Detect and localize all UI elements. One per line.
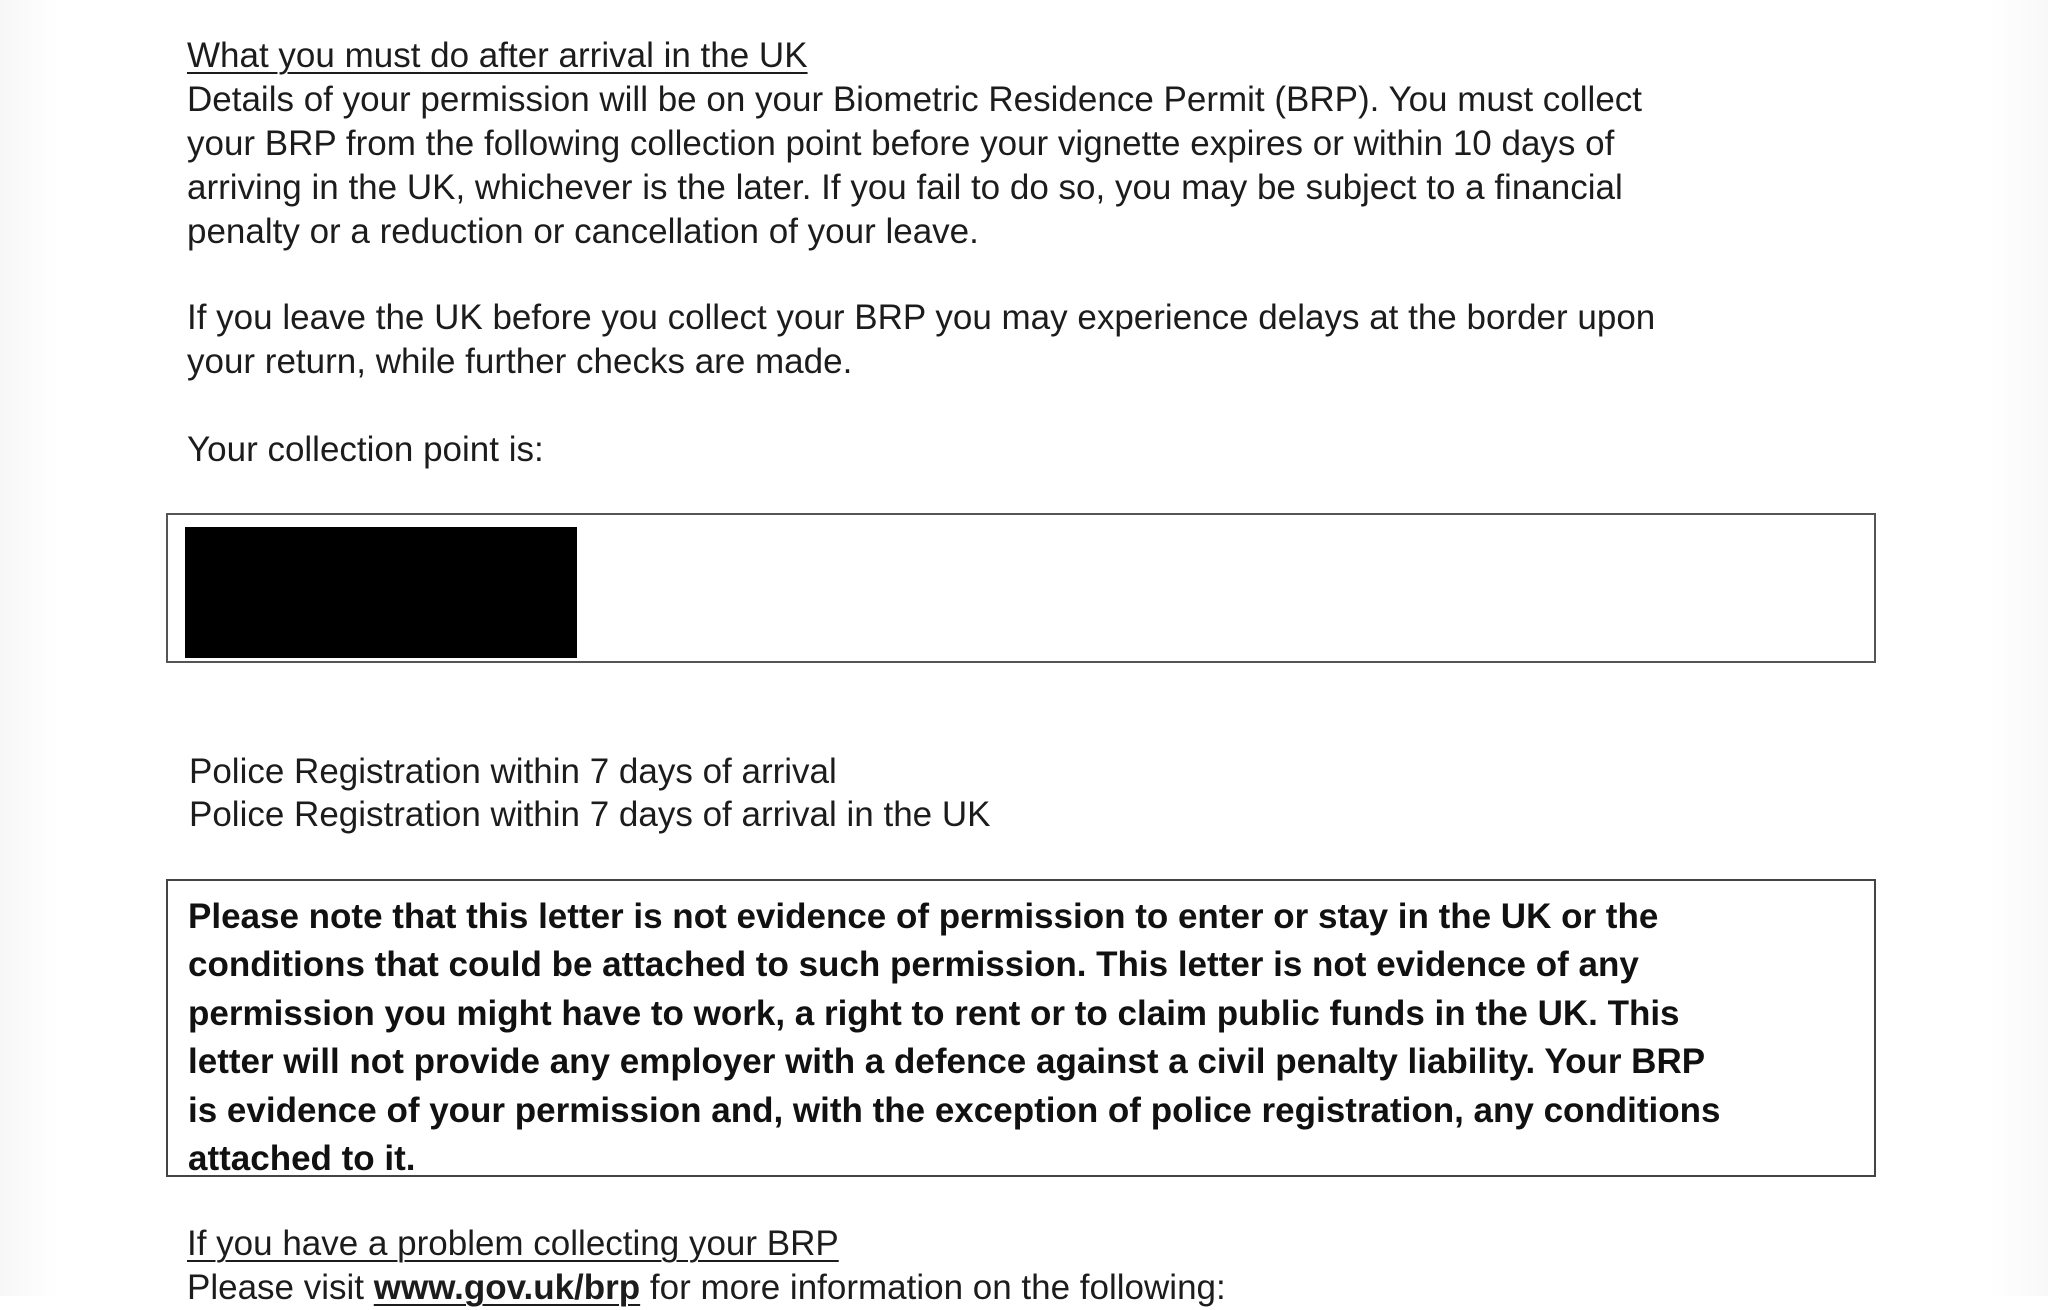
collection-point-box (166, 513, 1876, 663)
notice-line: permission you might have to work, a right to rent or to claim public funds in the UK. This (188, 993, 1680, 1033)
paragraph-line: penalty or a reduction or cancellation of your leave. (187, 212, 979, 251)
brp-website-link[interactable]: www.gov.uk/brp (373, 1268, 641, 1307)
notice-line: attached to it. (188, 1138, 416, 1178)
paragraph-line: your return, while further checks are made. (187, 342, 853, 381)
problem-section-heading: If you have a problem collecting your BRP (187, 1224, 839, 1263)
arrival-section-heading: What you must do after arrival in the UK (187, 36, 808, 75)
legal-notice-text (188, 893, 1721, 1183)
legal-notice-box (166, 879, 1876, 1177)
paragraph-line: If you leave the UK before you collect your BRP you may experience delays at the border upon (187, 298, 1656, 337)
collection-point-label: Your collection point is: (187, 430, 544, 469)
problem-line-suffix: for more information on the following: (640, 1268, 1226, 1307)
paragraph-line: your BRP from the following collection point before your vignette expires or within 10 days of (187, 124, 1615, 163)
problem-info-line (187, 1266, 1226, 1310)
permission-paragraph (187, 78, 1642, 254)
police-registration-line: Police Registration within 7 days of arrival (189, 752, 837, 791)
notice-line: conditions that could be attached to such permission. This letter is not evidence of any (188, 945, 1639, 985)
leave-uk-paragraph (187, 296, 1655, 384)
notice-line: Please note that this letter is not evidence of permission to enter or stay in the UK or the (188, 897, 1659, 936)
police-registration-uk-line: Police Registration within 7 days of arrival in the UK (189, 795, 991, 834)
problem-line-prefix: Please visit (187, 1268, 374, 1307)
paragraph-line: Details of your permission will be on your Biometric Residence Permit (BRP). You must collect (187, 80, 1643, 119)
notice-line: is evidence of your permission and, with the exception of police registration, any conditions (188, 1090, 1721, 1130)
notice-line: letter will not provide any employer with a defence against a civil penalty liability. Your BRP (188, 1042, 1706, 1082)
paragraph-line: arriving in the UK, whichever is the later. If you fail to do so, you may be subject to a financial (187, 168, 1623, 207)
redacted-address-block (185, 527, 577, 658)
